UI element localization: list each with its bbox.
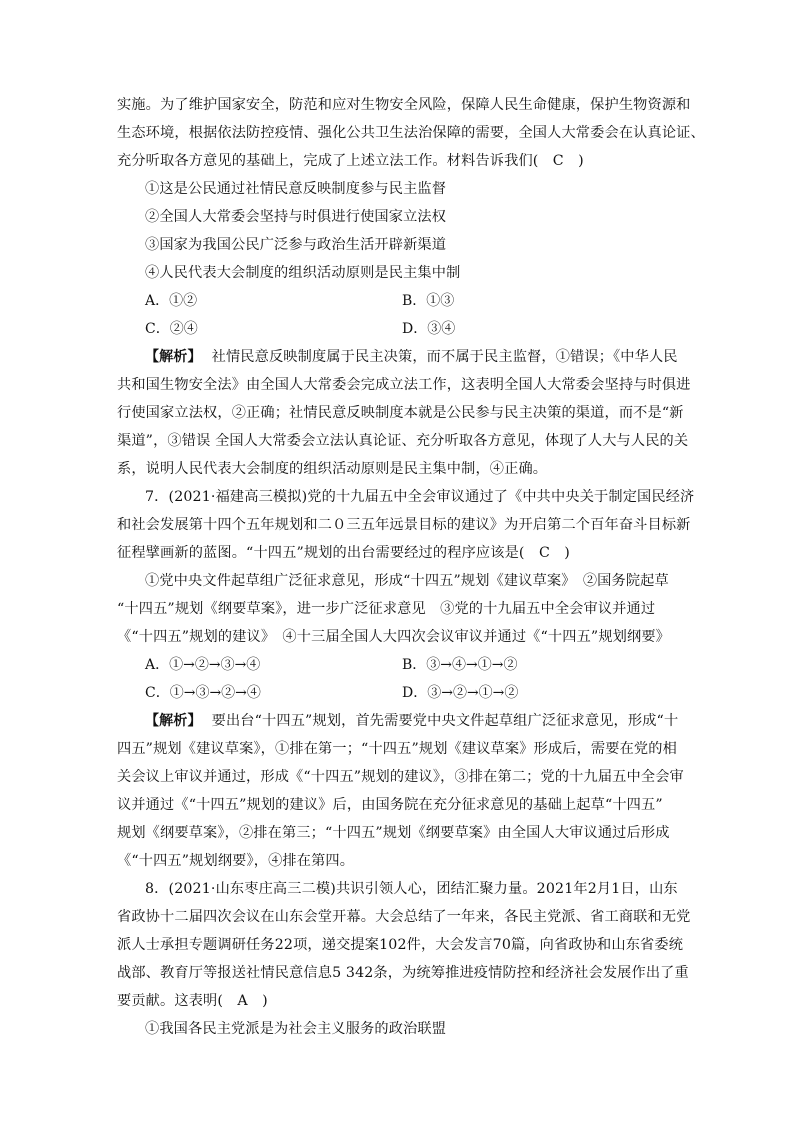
q6-statement-2: ②全国人大常委会坚持与时俱进行使国家立法权 [145, 209, 447, 225]
q6-statement-3: ③国家为我国公民广泛参与政治生活开辟新渠道 [145, 237, 447, 253]
q7-analysis-line-4: 议并通过《“十四五”规划的建议》后，由国务院在充分征求意见的基础上起草“十四五” [117, 797, 663, 813]
q7-steps-line-2: “十四五”规划《纲要草案》，进一步广泛征求意见 ③党的十九届五中全会审议并通过 [117, 601, 656, 617]
q8-stem-line-5: 要贡献。这表明( A ) [117, 993, 268, 1009]
q6-analysis-line-5: 系，说明人民代表大会制度的组织活动原则是民主集中制，④正确。 [117, 461, 548, 477]
q6-statement-1: ①这是公民通过社情民意反映制度参与民主监督 [145, 181, 447, 197]
q6-analysis-label: 【解析】 [145, 349, 202, 365]
q8-stem-line-1: 8．(2021·山东枣庄高三二模)共识引领人心，团结汇聚力量。2021年2月1日，山东 [145, 881, 678, 897]
q8-stem-line-4: 战部、教育厅等报送社情民意信息5 342条，为统筹推进疫情防控和经济社会发展作出了重 [117, 965, 689, 981]
q6-statement-4: ④人民代表大会制度的组织活动原则是民主集中制 [145, 265, 461, 281]
q6-analysis-line-1 [145, 343, 685, 371]
q8-statement-1: ①我国各民主党派是为社会主义服务的政治联盟 [145, 1021, 447, 1037]
q8-stem-line-3: 派人士承担专题调研任务22项，递交提案102件，大会发言70篇，向省政协和山东省委统 [117, 937, 684, 953]
q6-analysis-line-4: 渠道”，③错误 全国人大常委会立法认真论证、充分听取各方意见，体现了人大与人民的关 [117, 433, 689, 449]
q6-analysis-line-2: 共和国生物安全法》由全国人大常委会完成立法工作，这表明全国人大常委会坚持与时俱进 [117, 377, 691, 393]
q7-option-d: D．③→②→①→② [402, 685, 519, 701]
q6-analysis-line-3: 行使国家立法权，②正确；社情民意反映制度本就是公民参与民主决策的渠道，而不是“新 [117, 405, 684, 421]
q7-analysis-line-1 [145, 707, 685, 735]
q6-stem-line-1: 实施。为了维护国家安全，防范和应对生物安全风险，保障人民生命健康，保护生物资源和 [117, 97, 691, 113]
q7-analysis-label: 【解析】 [145, 713, 202, 729]
q6-stem-line-3: 充分听取各方意见的基础上，完成了上述立法工作。材料告诉我们( C ) [117, 153, 584, 169]
q7-option-a: A．①→②→③→④ [145, 657, 261, 673]
q7-option-b: B．③→④→①→② [402, 657, 518, 673]
q7-analysis-line-3: 关会议上审议并通过，形成《“十四五”规划的建议》，③排在第二；党的十九届五中全会审 [117, 769, 684, 785]
q7-analysis-line-2: 四五”规划《建议草案》，①排在第一；“十四五”规划《建议草案》形成后，需要在党的相 [117, 741, 677, 757]
q6-option-d: D．③④ [402, 321, 456, 337]
q7-analysis-line-6: 《“十四五”规划纲要》，④排在第四。 [117, 853, 355, 869]
q7-steps-line-1: ①党中央文件起草组广泛征求意见，形成“十四五”规划《建议草案》 ②国务院起草 [145, 573, 669, 589]
q7-analysis-text-1: 要出台“十四五”规划，首先需要党中央文件起草组广泛征求意见，形成“十 [211, 713, 679, 729]
q8-stem-line-2: 省政协十二届四次会议在山东会堂开幕。大会总结了一年来，各民主党派、省工商联和无党 [117, 909, 691, 925]
q6-stem-line-2: 生态环境，根据依法防控疫情、强化公共卫生法治保障的需要，全国人大常委会在认真论证、 [117, 125, 705, 141]
q6-option-b: B．①③ [402, 293, 455, 309]
q7-stem-line-2: 和社会发展第十四个五年规划和二０三五年远景目标的建议》为开启第二个百年奋斗目标新 [117, 517, 691, 533]
q7-stem-line-1: 7．(2021·福建高三模拟)党的十九届五中全会审议通过了《中共中央关于制定国民经济 [145, 489, 695, 505]
q7-stem-line-3: 征程擘画新的蓝图。“十四五”规划的出台需要经过的程序应该是( C ) [117, 545, 570, 561]
q7-option-c: C．①→③→②→④ [145, 685, 261, 701]
q7-analysis-line-5: 规划《纲要草案》，②排在第三；“十四五”规划《纲要草案》由全国人大审议通过后形成 [117, 825, 670, 841]
q7-steps-line-3: 《“十四五”规划的建议》 ④十三届全国人大四次会议审议并通过《“十四五”规划纲要》 [117, 629, 671, 645]
q6-option-a: A．①② [145, 293, 198, 309]
q6-option-c: C．②④ [145, 321, 198, 337]
q6-analysis-text-1: 社情民意反映制度属于民主决策，而不属于民主监督，①错误；《中华人民 [211, 349, 678, 365]
